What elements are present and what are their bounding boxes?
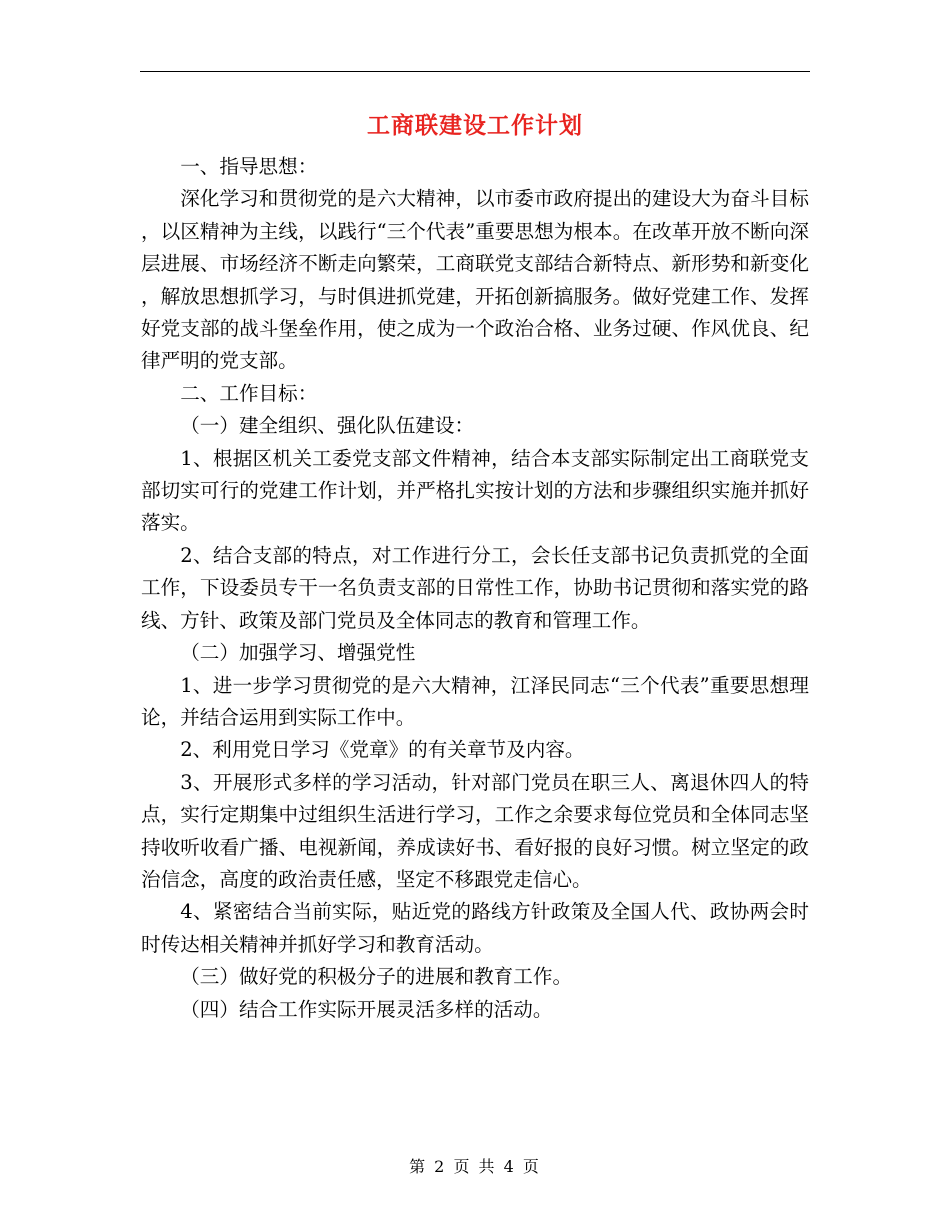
paragraph-item-2-4: 4、紧密结合当前实际，贴近党的路线方针政策及全国人代、政协两会时时传达相关精神并抓好学习和教育活动。	[141, 900, 809, 956]
paragraph-guiding-body: 深化学习和贯彻党的是六大精神，以市委市政府提出的建设大为奋斗目标，以区精神为主线，以践行“三个代表”重要思想为根本。在改革开放不断向深层进展、市场经济不断走向繁荣，工商联党支部结合新特点、新形势和新变化，解放思想抓学习，与时俱进抓党建，开拓创新搞服务。做好党建工作、发挥好党支部的战斗堡垒作用，使之成为一个政治合格、业务过硬、作风优良、纪律严明的党支部。	[141, 187, 809, 373]
paragraph-subsection-2: （二）加强学习、增强党性	[180, 641, 416, 665]
header-rule	[140, 71, 810, 72]
paragraph-subsection-1: （一）建全组织、强化队伍建设：	[180, 414, 475, 438]
page-number: 第 2 页 共 4 页	[409, 1157, 541, 1176]
paragraph-subsection-3: （三）做好党的积极分子的进展和教育工作。	[180, 965, 573, 989]
paragraph-item-1-1: 1、根据区机关工委党支部文件精神，结合本支部实际制定出工商联党支部切实可行的党建工作计划，并严格扎实按计划的方法和步骤组织实施并抓好落实。	[141, 446, 809, 535]
document-title: 工商联建设工作计划	[367, 112, 583, 139]
document-body	[141, 151, 809, 1026]
paragraph-guiding-heading: 一、指导思想：	[180, 155, 318, 178]
paragraph-item-2-1: 1、进一步学习贯彻党的是六大精神，江泽民同志“三个代表”重要思想理论，并结合运用到实际工作中。	[141, 673, 809, 729]
paragraph-goals-heading: 二、工作目标：	[180, 381, 318, 405]
paragraph-item-1-2: 2、结合支部的特点，对工作进行分工，会长任支部书记负责抓党的全面工作，下设委员专干一名负责支部的日常性工作，协助书记贯彻和落实党的路线、方针、政策及部门党员及全体同志的教育和管理工作。	[141, 543, 809, 632]
paragraph-item-2-3: 3、开展形式多样的学习活动，针对部门党员在职三人、离退休四人的特点，实行定期集中过组织生活进行学习，工作之余要求每位党员和全体同志坚持收听收看广播、电视新闻，养成读好书、看好报的良好习惯。树立坚定的政治信念，高度的政治责任感，坚定不移跟党走信心。	[141, 770, 809, 891]
paragraph-item-2-2: 2、利用党日学习《党章》的有关章节及内容。	[180, 738, 585, 762]
paragraph-subsection-4: （四）结合工作实际开展灵活多样的活动。	[180, 997, 553, 1021]
